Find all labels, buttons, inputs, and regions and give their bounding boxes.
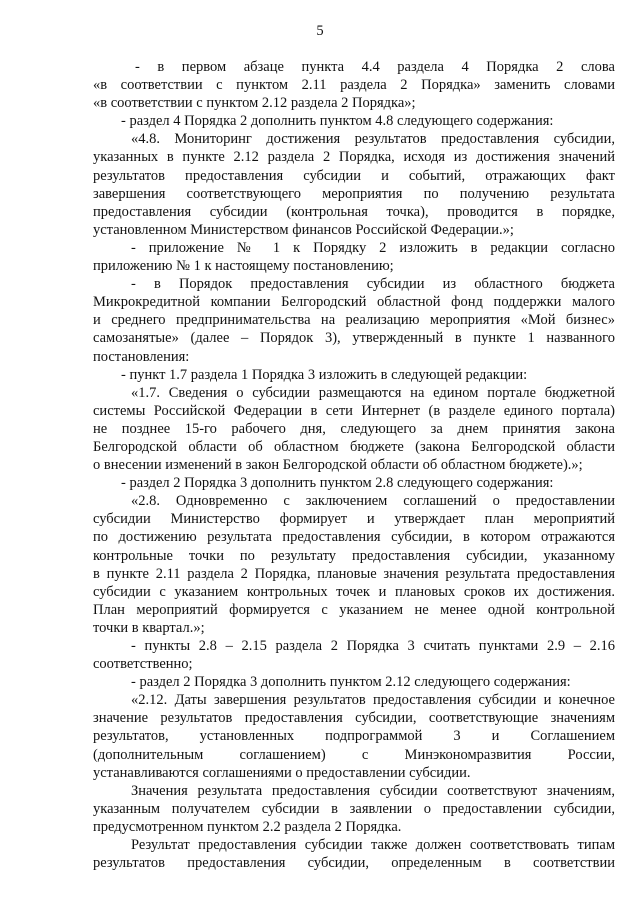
text-line: - раздел 2 Порядка 3 дополнить пунктом 2.12 следующего содержания: xyxy=(131,674,571,691)
text-line: - в Порядок предоставления субсидии из областного бюджета xyxy=(131,276,615,293)
text-line: субсидии Министерство формирует и утверждает план мероприятий xyxy=(93,511,615,528)
text-line: и среднего предпринимательства на реализацию мероприятия «Мой бизнес» xyxy=(93,312,615,329)
text-line: - раздел 2 Порядка 3 дополнить пунктом 2.8 следующего содержания: xyxy=(121,475,554,492)
text-line: «1.7. Сведения о субсидии размещаются на едином портале бюджетной xyxy=(131,384,615,401)
text-line: (дополнительным соглашением) с Минэкономразвития России, xyxy=(93,746,615,763)
text-line: самозанятые» (далее – Порядок 3), утвержденный в пункте 1 названного xyxy=(93,330,615,347)
text-line: предоставления субсидии (контрольная точка), проводится в порядке, xyxy=(93,203,615,220)
text-line: указанных в пункте 2.12 раздела 2 Порядка, исходя из достижения значений xyxy=(93,149,615,166)
text-line: - пункт 1.7 раздела 1 Порядка 3 изложить в следующей редакции: xyxy=(121,366,528,383)
text-line: завершения соответствующего мероприятия по получению результата xyxy=(93,185,615,202)
text-line: «в соответствии с пунктом 2.12 раздела 2 Порядка»; xyxy=(93,95,416,112)
text-line: устанавливаются соглашениями о предоставлении субсидии. xyxy=(93,764,471,781)
text-line: соответственно; xyxy=(93,656,193,673)
text-line: предусмотренном пунктом 2.2 раздела 2 Порядка. xyxy=(93,818,402,835)
text-line: результатов предоставления субсидии, определенным в соответствии xyxy=(93,855,615,872)
text-line: в пункте 2.11 раздела 2 Порядка, плановые значения результата предоставления xyxy=(93,565,615,582)
text-line: установленном Министерством финансов Российской Федерации.»; xyxy=(93,221,514,238)
document-body xyxy=(93,58,615,872)
text-line: постановления: xyxy=(93,348,190,365)
text-line: по достижению результата предоставления субсидии, в котором отражаются xyxy=(93,529,615,546)
text-line: результатов предоставления субсидии и событий, отражающих факт xyxy=(93,167,615,184)
text-line: - приложение № 1 к Порядку 2 изложить в редакции согласно xyxy=(131,239,615,256)
text-line: точки в квартал.»; xyxy=(93,619,205,636)
text-line: субсидии с указанием контрольных точек и плановых сроков их достижения. xyxy=(93,583,615,600)
page-number: 5 xyxy=(316,23,324,39)
text-line: о внесении изменений в закон Белгородской области об областном бюджете).»; xyxy=(93,457,583,474)
text-line: План мероприятий формируется с указанием не менее одной контрольной xyxy=(93,601,615,618)
text-line: значение результатов предоставления субсидии, соответствующие значениям xyxy=(93,710,615,727)
text-line: результатов, установленных подпрограммой 3 и Соглашением xyxy=(93,728,615,745)
text-line: - раздел 4 Порядка 2 дополнить пунктом 4.8 следующего содержания: xyxy=(121,113,554,130)
text-line: - в первом абзаце пункта 4.4 раздела 4 Порядка 2 слова xyxy=(135,59,615,75)
text-line: «в соответствии с пунктом 2.11 раздела 2 Порядка» заменить словами xyxy=(93,77,615,94)
text-line: «4.8. Мониторинг достижения результатов предоставления субсидии, xyxy=(131,131,615,148)
text-line: «2.12. Даты завершения результатов предоставления субсидии и конечное xyxy=(131,692,615,709)
text-line: Микрокредитной компании Белгородский областной фонд поддержки малого xyxy=(93,294,615,311)
text-line: Результат предоставления субсидии также должен соответствовать типам xyxy=(131,837,615,854)
text-line: системы Российской Федерации в сети Интернет (в разделе единого портала) xyxy=(93,402,615,419)
text-line: указанным получателем субсидии в заявлении о предоставлении субсидии, xyxy=(93,800,615,817)
text-line: - пункты 2.8 – 2.15 раздела 2 Порядка 3 считать пунктами 2.9 – 2.16 xyxy=(131,638,615,654)
text-line: приложению № 1 к настоящему постановлению; xyxy=(93,258,394,275)
text-line: Белгородской области об областном бюджете (закона Белгородской области xyxy=(93,438,615,455)
text-line: «2.8. Одновременно с заключением соглашений о предоставлении xyxy=(131,493,615,510)
text-line: контрольные точки по результату предоставления субсидии, указанному xyxy=(93,547,615,564)
text-line: Значения результата предоставления субсидии соответствуют значениям, xyxy=(131,782,615,799)
text-line: не позднее 15-го рабочего дня, следующего за днем принятия закона xyxy=(93,420,615,437)
